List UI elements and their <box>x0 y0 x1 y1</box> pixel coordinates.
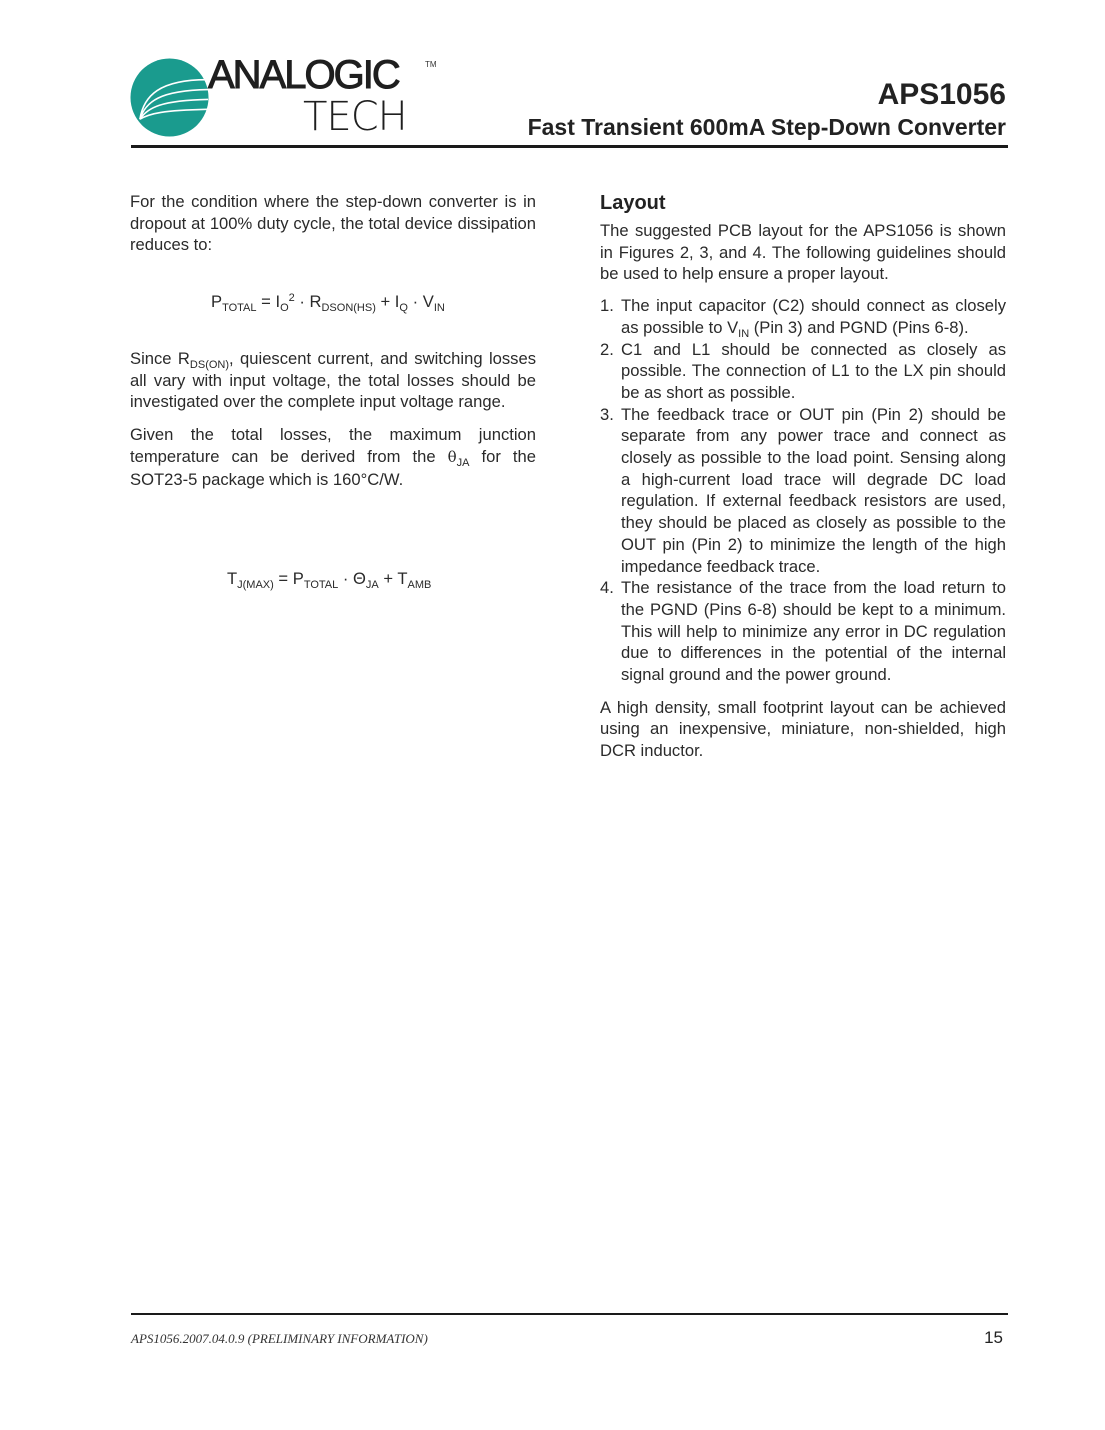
company-logo <box>130 53 440 140</box>
part-number: APS1056 <box>877 78 1006 111</box>
equation-ptotal: $P_{TOTAL} = I_O^2 \cdot R_{DSON(HS)} + I_Q \cdot V_{IN}$ <box>211 292 445 314</box>
logo-trademark: TM <box>425 60 437 69</box>
paragraph-losses: Since $R_{DS(ON)}$, quiescent current, and switching losses all vary with input voltage, the total losses should be investigated over the complete input voltage range. <box>130 349 536 412</box>
page-number: 15 <box>984 1328 1003 1347</box>
document-title: Fast Transient 600mA Step-Down Converter <box>527 114 1006 140</box>
paragraph-dropout: For the condition where the step-down converter is in dropout at 100% duty cycle, the total device dissipation reduces to: <box>130 192 536 255</box>
logo-wordmark-tech: TECH <box>303 94 407 140</box>
header-divider <box>131 145 1008 148</box>
section-heading-layout: Layout <box>600 192 666 214</box>
list-item: 3. The feedback trace or OUT pin (Pin 2) should be separate from any power trace and connect as closely as possible to the load point. Sensing along a high-current load trace will degrade DC load regulation. If external feedback resistors are used, they should be placed as closely as possible to the OUT pin (Pin 2) to minimize the length of the high impedance feedback trace. <box>600 404 1006 576</box>
layout-intro: The suggested PCB layout for the APS1056 is shown in Figures 2, 3, and 4. The following guidelines should be used to help ensure a proper layout. <box>600 221 1006 284</box>
layout-closing: A high density, small footprint layout can be achieved using an inexpensive, miniature, non-shielded, high DCR inductor. <box>600 697 1006 761</box>
equation-tjmax: $T_{J(MAX)} = P_{TOTAL} \cdot \Theta_{JA} + T_{AMB}$ <box>227 569 432 591</box>
paragraph-junction-temp: Given the total losses, the maximum junction temperature can be derived from the $\theta_{JA}$ for the SOT23-5 package which is 160°C/W. <box>130 425 536 489</box>
right-column <box>600 191 1006 762</box>
layout-guidelines-list <box>600 295 1006 686</box>
list-item: 2. C1 and L1 should be connected as closely as possible. The connection of L1 to the LX pin should be as short as possible. <box>600 339 1006 402</box>
list-item: 1. The input capacitor (C2) should connect as closely as possible to $V_{IN}$ (Pin 3) and PGND (Pins 6-8). <box>600 296 1006 340</box>
left-column-lower <box>130 348 536 490</box>
footer-document-id: APS1056.2007.04.0.9 (PRELIMINARY INFORMATION) <box>131 1331 428 1346</box>
footer-divider <box>131 1313 1008 1315</box>
list-item: 4. The resistance of the trace from the load return to the PGND (Pins 6-8) should be kept to a minimum. This will help to minimize any error in DC regulation due to differences in the potential of the internal signal ground and the power ground. <box>600 578 1006 685</box>
logo-circle-icon <box>130 58 209 137</box>
logo-wordmark-analogic: ANALOGIC <box>208 53 399 97</box>
left-column <box>130 191 536 256</box>
